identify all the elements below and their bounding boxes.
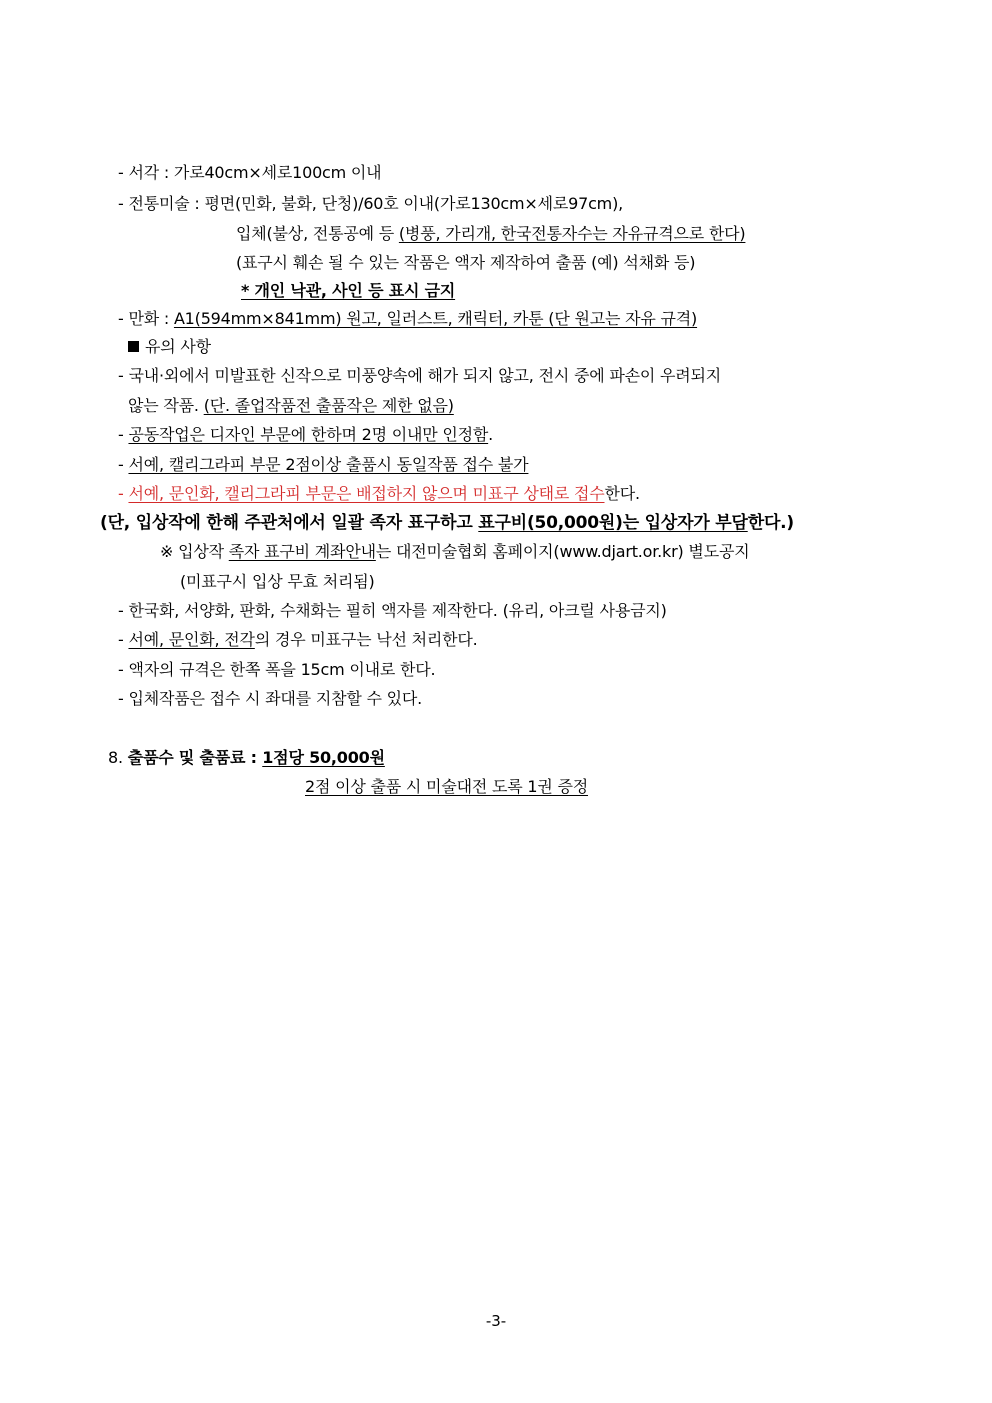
text-line: - 국내·외에서 미발표한 신작으로 미풍양속에 해가 되지 않고, 전시 중에 파손이 우려되지: [118, 366, 722, 385]
section-heading: 8. 출품수 및 출품료 : 1점당 50,000원: [108, 748, 385, 767]
text-line: - 서예, 문인화, 전각의 경우 미표구는 낙선 처리한다.: [118, 630, 478, 649]
text-line: 2점 이상 출품 시 미술대전 도록 1권 증정: [305, 777, 589, 796]
text-line: - 한국화, 서양화, 판화, 수채화는 필히 액자를 제작한다. (유리, 아크릴 사용금지): [118, 601, 667, 620]
notice-line: * 개인 낙관, 사인 등 표시 금지: [241, 281, 456, 300]
section-heading: 유의 사항: [128, 337, 211, 357]
text-line: 않는 작품. (단. 졸업작품전 출품작은 제한 없음): [128, 396, 454, 415]
text-line: - 서예, 문인화, 캘리그라피 부문은 배접하지 않으며 미표구 상태로 접수한다.: [118, 484, 640, 503]
page-number: -3-: [485, 1312, 507, 1330]
text-line: (표구시 훼손 될 수 있는 작품은 액자 제작하여 출품 (예) 석채화 등): [236, 253, 696, 272]
notice-line: (단, 입상작에 한해 주관처에서 일괄 족자 표구하고 표구비(50,000원)는 입상자가 부담한다.): [100, 513, 794, 533]
text-line: 입체(불상, 전통공예 등 (병풍, 가리개, 한국전통자수는 자유규격으로 한다): [236, 224, 746, 243]
text-line: - 만화 : A1(594mm×841mm) 원고, 일러스트, 캐릭터, 카툰 (단 원고는 자유 규격): [118, 309, 698, 328]
text-line: - 서각 : 가로40cm×세로100cm 이내: [118, 163, 382, 182]
text-line: - 전통미술 : 평면(민화, 불화, 단청)/60호 이내(가로130cm×세로97cm),: [118, 194, 623, 213]
text-line: - 공동작업은 디자인 부문에 한하며 2명 이내만 인정함.: [118, 425, 494, 444]
text-line: - 액자의 규격은 한쪽 폭을 15cm 이내로 한다.: [118, 660, 436, 679]
text-line: (미표구시 입상 무효 처리됨): [180, 572, 375, 591]
square-bullet-icon: [128, 341, 139, 352]
text-line: ※ 입상작 족자 표구비 계좌안내는 대전미술협회 홈페이지(www.djart.or.kr) 별도공지: [160, 542, 750, 561]
text-line: - 서예, 캘리그라피 부문 2점이상 출품시 동일작품 접수 불가: [118, 455, 529, 474]
text-line: - 입체작품은 접수 시 좌대를 지참할 수 있다.: [118, 689, 423, 708]
